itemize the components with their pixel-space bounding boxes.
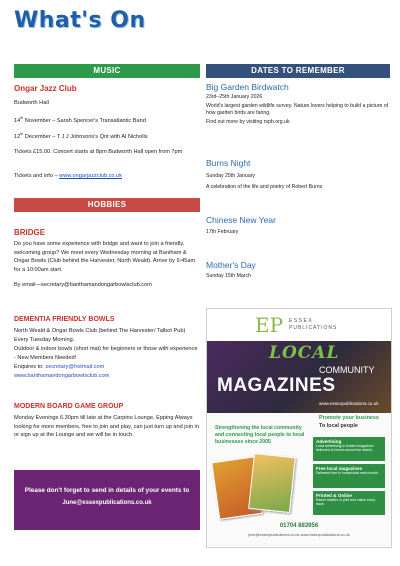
date-item-desc: A celebration of the life and poetry of Robert Burns: [206, 184, 323, 190]
date-item-date: 23rd–25th January 2026: [206, 94, 263, 100]
date-item-date: Sunday 15th March: [206, 273, 251, 279]
advert-feature-text: Reach readers in print and online every issue.: [316, 498, 376, 507]
hobbies-section-bar: HOBBIES: [14, 198, 200, 212]
date-item-desc: World's largest garden wildlife survey. Nature lovers helping to build a picture of how garden birds are faring.: [206, 103, 389, 117]
advert-feature-free-magazines: [313, 464, 385, 488]
advert-strengthening: Strengthening the local community and connecting local people to local businesses since 2005: [215, 425, 305, 445]
page-title: What's On: [14, 8, 146, 33]
advert-feature-advertising: [313, 437, 385, 461]
jazz-tickets: Tickets £15.00. Concert starts at 8pm Budworth Hall open from 7pm: [14, 149, 183, 155]
event-detail: November – Sarah Spencer's Transatlantic Band: [23, 117, 146, 124]
ep-logo: EP: [255, 313, 284, 337]
enquiries-email-link[interactable]: secretary@hotmail.com: [45, 364, 105, 370]
date-item-title: Mother's Day: [206, 260, 256, 270]
advert-feature-title: Free local magazines: [316, 466, 363, 471]
dementia-enquiries: [14, 363, 200, 372]
advert-feature-printed-online: [313, 491, 385, 515]
bridge-email: By email—secretary@banthamandongarbowlsclub.com: [14, 282, 152, 288]
jazz-info: [14, 172, 200, 181]
date-item-extra: Find out more by visiting rspb.org.uk: [206, 119, 290, 125]
advert-feature-text: Local advertising in trusted magazines delivered to homes across the district.: [316, 444, 374, 453]
bowls-club-website-link[interactable]: www.banthamandongarbowlsclub.com: [14, 373, 110, 379]
event-detail: December – T J J Johnsons's Qnt with Al Nicholls: [23, 133, 148, 140]
dates-section-bar: DATES TO REMEMBER: [206, 64, 390, 78]
jazz-event-2: [14, 130, 200, 141]
date-item-title: Big Garden Birdwatch: [206, 82, 289, 92]
event-day: 14: [14, 117, 21, 124]
board-game-title: MODERN BOARD GAME GROUP: [14, 403, 124, 410]
essex-publications-advert[interactable]: [206, 308, 392, 548]
jazz-event-1: [14, 114, 200, 125]
advert-feature-title: Advertising: [316, 439, 342, 444]
dementia-bowls-title: DEMENTIA FRIENDLY BOWLS: [14, 316, 115, 323]
dementia-bowls-text-2: Outdoor & indoor bowls (short mat) for beginners or those with experience - New Members Needed!: [14, 346, 198, 361]
board-game-text: Monday Evenings 6.30pm till late at the Carpino Lounge, Epping Always looking for more members, free to join and play, can just turn up and join in or sign up at the Lounge and we will be in touch.: [14, 415, 199, 439]
date-item-title: Burns Night: [206, 158, 251, 168]
date-item-date: Sunday 25th January: [206, 173, 256, 179]
advert-headline-community: COMMUNITY: [319, 365, 375, 375]
advert-magazine-cover: [248, 453, 296, 513]
event-day-suffix: th: [20, 132, 24, 136]
advert-promote-line-2: To local people: [319, 423, 358, 429]
advert-web: www.essexpublications.co.uk: [319, 401, 379, 406]
advert-headline-local: LOCAL: [269, 343, 340, 363]
advert-contact: june@essexpublications.co.uk www.essexpublications.co.uk: [248, 533, 350, 537]
advert-promote-line-1: Promote your business: [319, 415, 379, 421]
jazz-info-label: Tickets and info –: [14, 173, 60, 179]
send-details-email[interactable]: June@essexpublications.co.uk: [62, 500, 152, 506]
dementia-bowls-text-1: North Weald & Ongar Bowls Club (behind The Harvester/ Talbot Pub) Every Tuesday Morning.: [14, 328, 186, 343]
date-item-title: Chinese New Year: [206, 215, 276, 225]
jazz-website-link[interactable]: www.ongarjazzclub.co.uk: [59, 173, 122, 179]
bridge-title: BRIDGE: [14, 228, 46, 237]
ep-brand-line-1: ESSEX: [289, 318, 314, 324]
ep-brand-line-2: PUBLICATIONS: [289, 325, 338, 331]
advert-feature-text: Delivered free to households each month.: [316, 471, 379, 475]
event-day-suffix: th: [20, 116, 24, 120]
music-section-bar: MUSIC: [14, 64, 200, 78]
advert-feature-title: Printed & Online: [316, 493, 352, 498]
send-details-text: Please don't forget to send in details of your events to: [24, 487, 190, 494]
bridge-text: Do you have some experience with bridge and want to join a friendly, welcoming group? We meet every Wednesday morning at Bantham & Ongar Bowls (Club behind the Harvester, North Weald). Arrive by 9:45am for a 10:00am start.: [14, 241, 196, 273]
jazz-venue: Budworth Hall: [14, 100, 49, 106]
date-item-date: 17th February: [206, 229, 239, 235]
jazz-club-title: Ongar Jazz Club: [14, 84, 77, 93]
advert-headline-magazines: MAGAZINES: [217, 375, 336, 396]
event-day: 12: [14, 133, 21, 140]
send-details-box: [14, 470, 200, 530]
enquiries-label: Enquires to:: [14, 364, 46, 370]
advert-phone: 01704 883956: [279, 523, 319, 529]
